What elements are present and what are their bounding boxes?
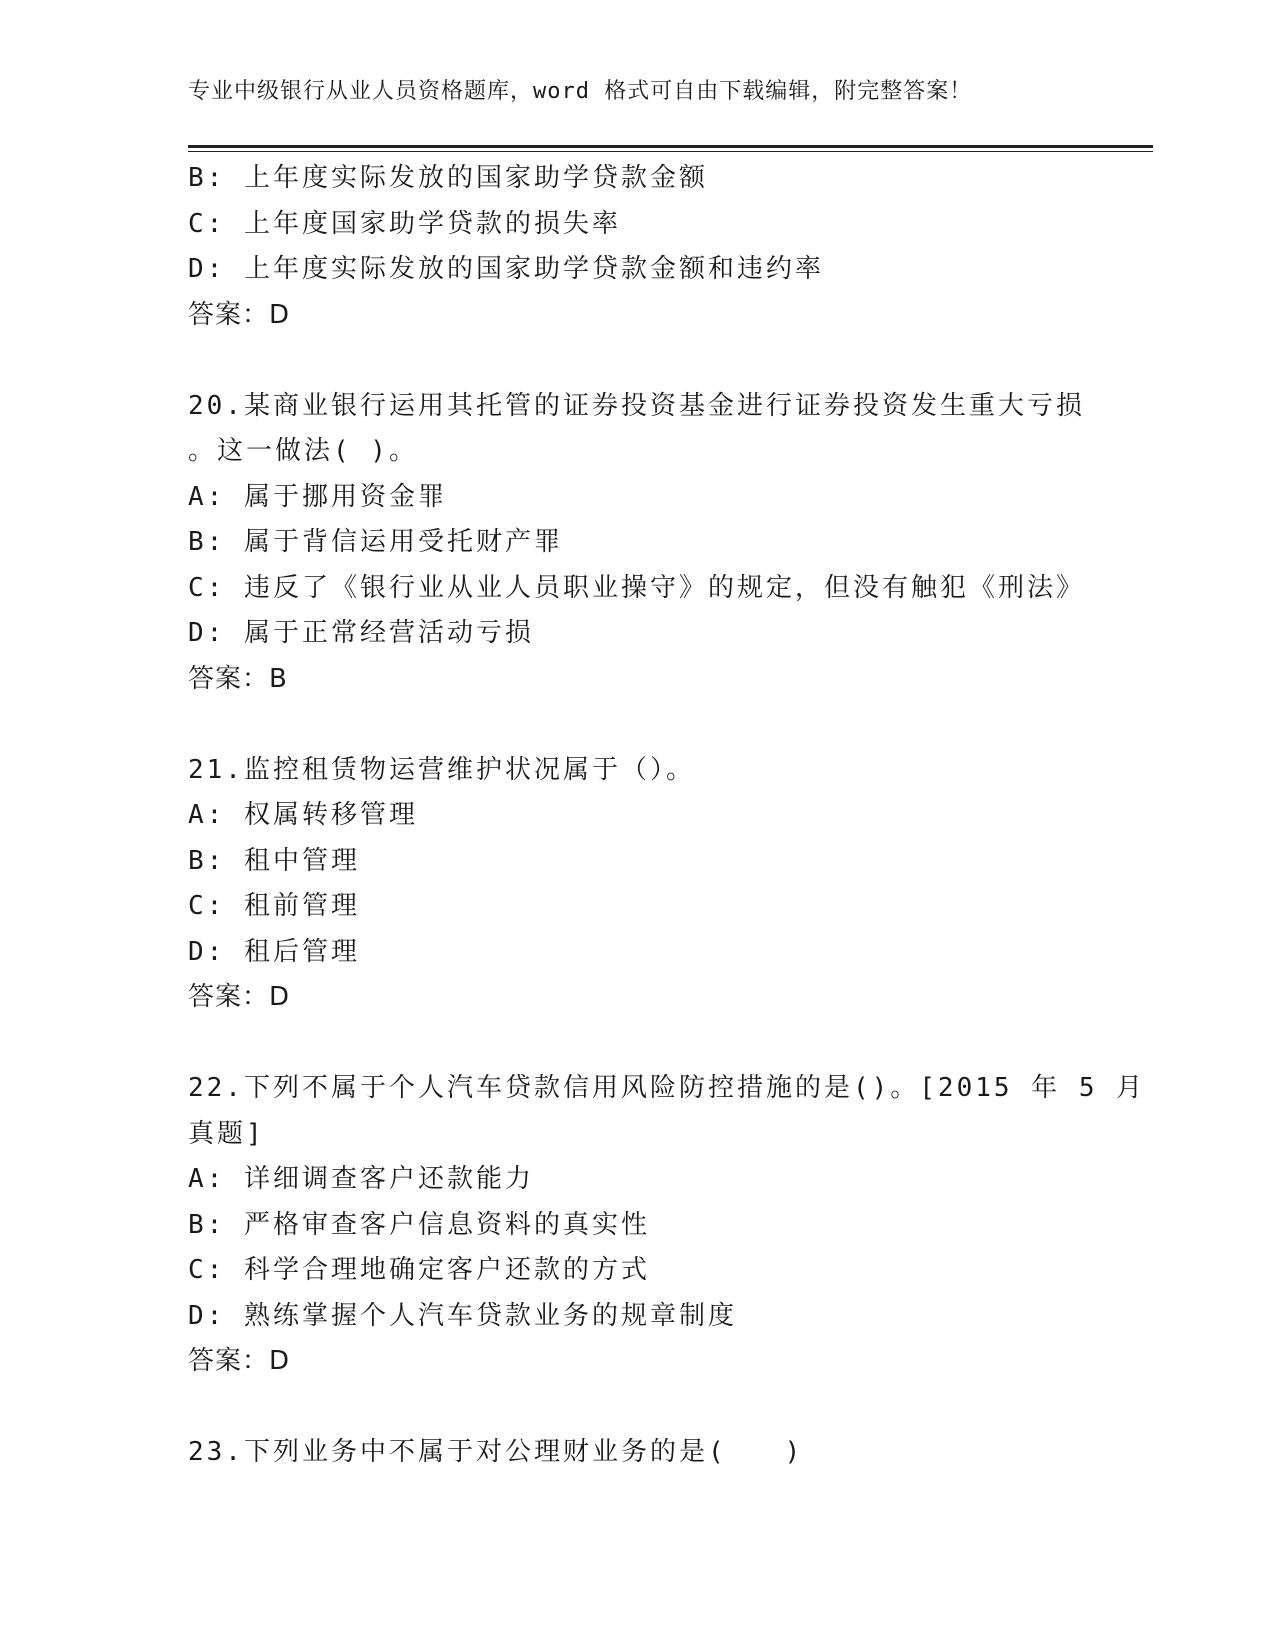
option-a: A: 权属转移管理: [188, 800, 418, 830]
question-21: [188, 748, 1108, 1021]
header-divider-thin: [188, 151, 1153, 152]
spacer: [188, 1021, 1108, 1067]
spacer: [188, 338, 1108, 384]
question-22: [188, 1066, 1146, 1385]
page-header: 专业中级银行从业人员资格题库，word 格式可自由下载编辑，附完整答案！: [188, 79, 973, 104]
option-d: D: 上年度实际发放的国家助学贷款金额和违约率: [188, 254, 824, 284]
question-stem: 21.监控租赁物运营维护状况属于（）。: [188, 754, 695, 785]
answer-line: 答案：D: [188, 1346, 291, 1376]
question-list: [188, 156, 1146, 1476]
option-d: D: 租后管理: [188, 936, 360, 967]
question-stem: 20.某商业银行运用其托管的证券投资基金进行证券投资发生重大亏损: [188, 390, 1085, 421]
option-b: B: 租中管理: [188, 845, 360, 876]
option-b: B: 属于背信运用受托财产罪: [188, 527, 563, 557]
option-d: D: 熟练掌握个人汽车贷款业务的规章制度: [188, 1300, 737, 1331]
answer-line: 答案：B: [188, 663, 288, 694]
option-c: C: 违反了《银行业从业人员职业操守》的规定，但没有触犯《刑法》: [188, 572, 1085, 603]
option-c: C: 租前管理: [188, 891, 360, 921]
option-a: A: 属于挪用资金罪: [188, 481, 447, 512]
header-divider-thick: [188, 145, 1153, 148]
option-b: B: 严格审查客户信息资料的真实性: [188, 1209, 650, 1240]
option-b: B: 上年度实际发放的国家助学贷款金额: [188, 163, 708, 193]
answer-line: 答案：D: [188, 982, 291, 1012]
spacer: [188, 702, 1108, 748]
option-a: A: 详细调查客户还款能力: [188, 1164, 534, 1194]
question-stem-continued: 真题]: [188, 1118, 265, 1149]
question-stem: 23.下列业务中不属于对公理财业务的是( ): [188, 1437, 804, 1467]
question-20: [188, 384, 1108, 703]
option-c: C: 科学合理地确定客户还款的方式: [188, 1255, 650, 1285]
spacer: [188, 1385, 1108, 1431]
answer-line: 答案：D: [188, 299, 291, 330]
question-stem-continued: 。这一做法( )。: [188, 436, 418, 466]
question-stem: 22.下列不属于个人汽车贷款信用风险防控措施的是()。[2015 年 5 月: [188, 1073, 1146, 1103]
option-d: D: 属于正常经营活动亏损: [188, 618, 534, 648]
question-prev: [188, 156, 1108, 338]
question-23: [188, 1430, 1108, 1476]
option-c: C: 上年度国家助学贷款的损失率: [188, 208, 621, 239]
